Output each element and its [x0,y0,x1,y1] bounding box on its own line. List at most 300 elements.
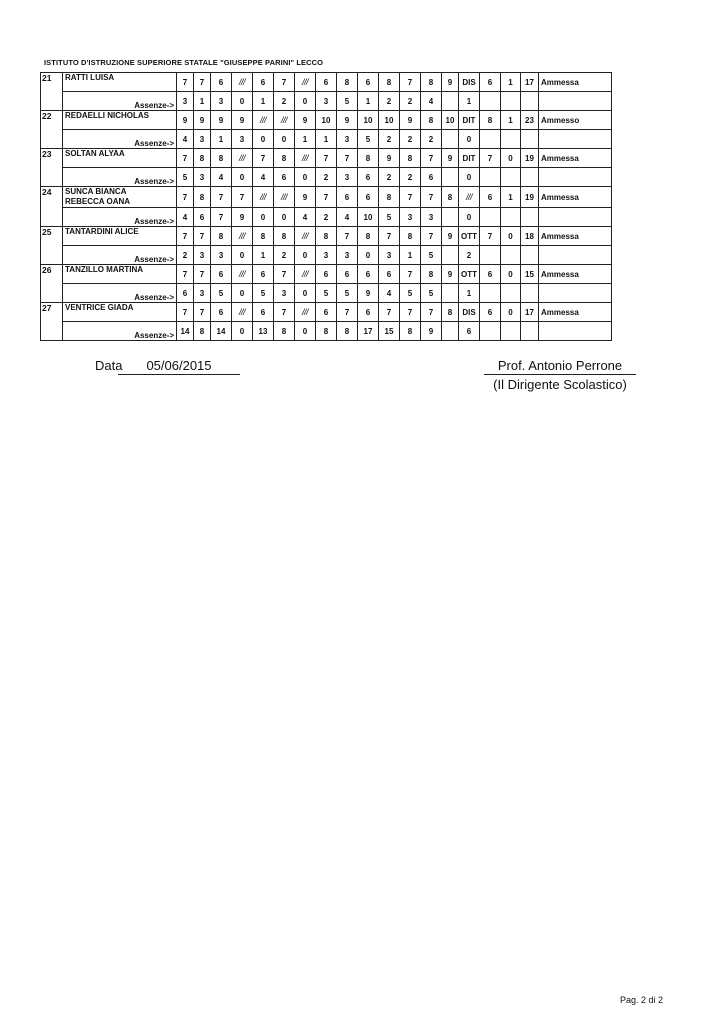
absence-cell: 0 [232,284,253,303]
grade-cell: /// [295,149,316,168]
outcome-cell: Ammesso [539,111,612,130]
absence-cell: 3 [194,284,211,303]
student-grades-row [41,149,612,168]
absence-cell: 2 [274,246,295,265]
absence-cell: 3 [421,208,442,227]
absence-cell: 4 [177,130,194,149]
grade-cell: 19 [521,149,539,168]
student-number: 22 [41,111,63,149]
grade-cell: 7 [177,187,194,208]
absence-cell: 3 [194,130,211,149]
student-absences-row [41,168,612,187]
absence-cell: 3 [274,284,295,303]
grade-cell: 8 [337,73,358,92]
grade-cell: 6 [480,303,501,322]
grade-cell: DIS [459,303,480,322]
grade-cell: 1 [501,187,521,208]
student-name-line2: REBECCA OANA [65,197,131,206]
student-absences-row [41,246,612,265]
student-absences-row [41,284,612,303]
student-grades-row [41,303,612,322]
grade-cell: 6 [480,187,501,208]
absence-cell [501,92,521,111]
absence-cell: 5 [358,130,379,149]
grade-cell: 6 [253,73,274,92]
outcome-cell: Ammessa [539,149,612,168]
grade-cell: 7 [194,303,211,322]
absence-cell [442,92,459,111]
absence-cell [501,246,521,265]
absence-cell: 5 [337,92,358,111]
absence-cell [521,130,539,149]
principal-name: Prof. Antonio Perrone [484,358,636,375]
absence-cell [480,168,501,187]
student-number: 24 [41,187,63,227]
grade-cell: 7 [400,303,421,322]
grade-cell: 8 [211,227,232,246]
absence-cell [501,130,521,149]
absence-cell: 3 [337,130,358,149]
absence-cell: 0 [295,322,316,341]
grade-cell: /// [232,303,253,322]
absence-cell: 5 [316,284,337,303]
document-header: ISTITUTO D'ISTRUZIONE SUPERIORE STATALE "GIUSEPPE PARINI" LECCO [44,58,324,67]
grade-cell: 9 [295,187,316,208]
absence-cell: 5 [379,208,400,227]
absence-cell: 2 [379,92,400,111]
absence-cell: 8 [316,322,337,341]
absence-cell [501,208,521,227]
absence-cell: 8 [400,322,421,341]
absence-cell: 1 [295,130,316,149]
grade-cell: 6 [253,265,274,284]
grade-cell: 7 [211,187,232,208]
grade-cell: 0 [501,227,521,246]
student-number: 27 [41,303,63,341]
grade-cell: 9 [400,111,421,130]
absence-cell: 3 [194,246,211,265]
grade-cell: 7 [194,265,211,284]
absence-cell: 1 [194,92,211,111]
absence-cell: 0 [459,130,480,149]
absence-cell: 5 [400,284,421,303]
absence-cell: 3 [194,168,211,187]
absence-cell: 4 [337,208,358,227]
grade-cell: 7 [177,265,194,284]
student-name [63,187,177,208]
grade-cell: 8 [442,187,459,208]
absence-cell: 8 [194,322,211,341]
absence-cell: 0 [232,322,253,341]
absence-cell: 4 [379,284,400,303]
outcome-cell: Ammessa [539,73,612,92]
grade-cell: 7 [316,187,337,208]
grade-cell: 7 [337,149,358,168]
grade-cell: 7 [421,303,442,322]
student-name: SOLTAN ALYAA [63,149,177,168]
grade-cell: /// [459,187,480,208]
absence-cell: 0 [253,130,274,149]
table-body [41,73,612,341]
absence-cell: 1 [358,92,379,111]
grade-cell: OTT [459,265,480,284]
student-absences-row [41,92,612,111]
absence-cell: 2 [316,208,337,227]
absence-cell [442,322,459,341]
absence-cell: 5 [337,284,358,303]
grade-cell: 18 [521,227,539,246]
absence-cell: 9 [421,322,442,341]
grade-cell: 7 [480,227,501,246]
grade-cell: 7 [337,227,358,246]
grade-cell: 17 [521,303,539,322]
grade-cell: /// [295,227,316,246]
grade-cell: 10 [358,111,379,130]
grade-cell: 8 [274,149,295,168]
grade-cell: /// [232,73,253,92]
absence-cell: 1 [316,130,337,149]
absence-cell: 5 [421,246,442,265]
absence-cell: 2 [400,92,421,111]
grade-cell: 6 [379,265,400,284]
absence-cell: 4 [253,168,274,187]
grade-cell: 7 [400,187,421,208]
absences-label: Assenze-> [63,284,177,303]
grade-cell: 6 [211,265,232,284]
absence-cell: 0 [459,208,480,227]
grade-cell: 9 [177,111,194,130]
grade-cell: 7 [177,303,194,322]
absence-cell: 3 [337,246,358,265]
absence-cell: 3 [379,246,400,265]
student-absences-row [41,130,612,149]
student-absences-row [41,322,612,341]
grade-cell: 19 [521,187,539,208]
absence-cell: 0 [232,92,253,111]
grade-cell: 15 [521,265,539,284]
grade-cell: 7 [177,149,194,168]
absence-cell: 0 [295,246,316,265]
absence-cell [480,92,501,111]
absence-cell: 6 [358,168,379,187]
absence-cell: 1 [253,92,274,111]
student-name: VENTRICE GIADA [63,303,177,322]
absence-cell: 2 [379,130,400,149]
absence-cell: 6 [274,168,295,187]
absence-cell: 6 [459,322,480,341]
student-grades-row [41,111,612,130]
grade-cell: 10 [442,111,459,130]
student-name: RATTI LUISA [63,73,177,92]
grade-cell: 9 [442,149,459,168]
grade-cell: 0 [501,149,521,168]
grade-cell: /// [253,111,274,130]
absence-cell: 0 [274,208,295,227]
outcome-cell: Ammessa [539,187,612,208]
grade-cell: 8 [421,73,442,92]
grade-cell: 8 [379,187,400,208]
grades-table [40,72,612,341]
grade-cell: 9 [232,111,253,130]
absence-cell: 5 [421,284,442,303]
absence-cell: 9 [358,284,379,303]
grade-cell: 7 [400,265,421,284]
absence-cell: 2 [459,246,480,265]
grade-cell: /// [253,187,274,208]
absence-cell: 4 [177,208,194,227]
grade-cell: DIS [459,73,480,92]
absence-cell: 8 [274,322,295,341]
absence-cell: 4 [421,92,442,111]
absence-cell [442,168,459,187]
absence-cell: 3 [211,246,232,265]
grade-cell: 7 [194,227,211,246]
grade-cell: 6 [253,303,274,322]
absence-cell: 3 [316,92,337,111]
absence-cell: 5 [177,168,194,187]
student-number: 26 [41,265,63,303]
absence-cell [442,246,459,265]
absence-cell: 3 [232,130,253,149]
grade-cell: DIT [459,111,480,130]
absence-cell: 6 [421,168,442,187]
absence-cell: 5 [211,284,232,303]
grade-cell: 8 [316,227,337,246]
grade-cell: 8 [358,149,379,168]
principal-role: (Il Dirigente Scolastico) [493,377,627,392]
absence-cell: 2 [400,168,421,187]
absence-cell: 6 [194,208,211,227]
student-name: TANZILLO MARTINA [63,265,177,284]
grade-cell: 7 [421,187,442,208]
absence-cell [480,208,501,227]
absence-cell: 17 [358,322,379,341]
absence-cell: 2 [379,168,400,187]
absence-cell: 2 [274,92,295,111]
absence-cell: 2 [177,246,194,265]
grade-cell: 8 [194,149,211,168]
outcome-empty-cell [539,322,612,341]
absence-cell: 0 [232,246,253,265]
absence-cell: 5 [253,284,274,303]
student-grades-row [41,73,612,92]
absence-cell: 3 [337,168,358,187]
outcome-empty-cell [539,208,612,227]
grade-cell: /// [274,187,295,208]
grade-cell: 8 [379,73,400,92]
grade-cell: 8 [253,227,274,246]
absence-cell: 2 [316,168,337,187]
student-number: 25 [41,227,63,265]
absence-cell: 6 [177,284,194,303]
absence-cell: 7 [211,208,232,227]
grade-cell: 9 [211,111,232,130]
grade-cell: 7 [400,73,421,92]
absences-label: Assenze-> [63,208,177,227]
grade-cell: 6 [358,187,379,208]
student-grades-row [41,265,612,284]
date-value: 05/06/2015 [118,358,240,375]
absence-cell [521,246,539,265]
absence-cell: 4 [295,208,316,227]
grade-cell: 7 [274,73,295,92]
absence-cell: 0 [232,168,253,187]
student-name: REDAELLI NICHOLAS [63,111,177,130]
grade-cell: 9 [442,265,459,284]
grade-cell: 7 [232,187,253,208]
absence-cell [501,168,521,187]
outcome-empty-cell [539,246,612,265]
grade-cell: 6 [337,187,358,208]
outcome-empty-cell [539,130,612,149]
grade-cell: 9 [295,111,316,130]
page-number: Pag. 2 di 2 [620,995,664,1005]
grade-cell: OTT [459,227,480,246]
grade-cell: 6 [316,265,337,284]
student-number: 21 [41,73,63,111]
grade-cell: 7 [177,73,194,92]
absence-cell [442,130,459,149]
grade-cell: 10 [379,111,400,130]
grade-cell: /// [295,73,316,92]
grade-cell: 8 [400,227,421,246]
absence-cell: 1 [459,92,480,111]
grade-cell: 8 [442,303,459,322]
grade-cell: 6 [358,73,379,92]
student-grades-row [41,227,612,246]
grade-cell: 8 [421,265,442,284]
grade-cell: 6 [211,73,232,92]
absence-cell: 0 [274,130,295,149]
absence-cell [521,168,539,187]
grade-cell: 0 [501,303,521,322]
absence-cell [521,322,539,341]
absence-cell [521,208,539,227]
grade-cell: 8 [194,187,211,208]
absences-label: Assenze-> [63,322,177,341]
grade-cell: /// [295,303,316,322]
absence-cell [480,246,501,265]
absence-cell: 1 [400,246,421,265]
absence-cell: 0 [253,208,274,227]
grade-cell: 7 [177,227,194,246]
absence-cell: 13 [253,322,274,341]
grade-cell: 6 [316,73,337,92]
grade-cell: /// [295,265,316,284]
absence-cell: 0 [358,246,379,265]
outcome-empty-cell [539,284,612,303]
student-name: TANTARDINI ALICE [63,227,177,246]
absence-cell [480,130,501,149]
grade-cell: 8 [274,227,295,246]
grade-cell: 10 [316,111,337,130]
absence-cell [501,284,521,303]
absence-cell [521,92,539,111]
absence-cell: 8 [337,322,358,341]
grade-cell: 7 [421,227,442,246]
grade-cell: 7 [421,149,442,168]
grade-cell: 7 [379,303,400,322]
absence-cell: 15 [379,322,400,341]
absence-cell: 3 [211,92,232,111]
grade-cell: 6 [480,265,501,284]
absence-cell: 2 [421,130,442,149]
absence-cell [480,284,501,303]
absence-cell: 0 [295,284,316,303]
grade-cell: 6 [316,303,337,322]
grade-cell: /// [274,111,295,130]
outcome-cell: Ammessa [539,227,612,246]
absences-label: Assenze-> [63,130,177,149]
absence-cell: 0 [295,168,316,187]
grade-cell: 7 [274,265,295,284]
grade-cell: 9 [442,227,459,246]
absence-cell: 3 [177,92,194,111]
outcome-empty-cell [539,168,612,187]
grade-cell: 7 [316,149,337,168]
absences-label: Assenze-> [63,92,177,111]
absence-cell: 3 [400,208,421,227]
grade-cell: 6 [211,303,232,322]
grade-cell: 6 [358,303,379,322]
absence-cell: 4 [211,168,232,187]
grade-cell: 6 [358,265,379,284]
absence-cell: 0 [295,92,316,111]
outcome-cell: Ammessa [539,303,612,322]
grade-cell: 1 [501,73,521,92]
grade-cell: 17 [521,73,539,92]
grade-cell: 8 [400,149,421,168]
absence-cell [521,284,539,303]
absence-cell: 10 [358,208,379,227]
grade-cell: 23 [521,111,539,130]
grade-cell: 6 [480,73,501,92]
student-number: 23 [41,149,63,187]
absence-cell: 1 [211,130,232,149]
grade-cell: 9 [337,111,358,130]
grade-cell: 8 [211,149,232,168]
grade-cell: /// [232,227,253,246]
grade-cell: 7 [337,303,358,322]
grade-cell: 9 [379,149,400,168]
grade-cell: /// [232,265,253,284]
grade-cell: DIT [459,149,480,168]
absences-label: Assenze-> [63,246,177,265]
student-absences-row [41,208,612,227]
absence-cell: 1 [253,246,274,265]
absence-cell: 0 [459,168,480,187]
absence-cell [480,322,501,341]
outcome-empty-cell [539,92,612,111]
grade-cell: 8 [480,111,501,130]
grade-cell: 9 [442,73,459,92]
grade-cell: 7 [253,149,274,168]
grade-cell: 7 [274,303,295,322]
grade-cell: 7 [379,227,400,246]
outcome-cell: Ammessa [539,265,612,284]
absences-label: Assenze-> [63,168,177,187]
grade-cell: 7 [194,73,211,92]
absence-cell [501,322,521,341]
absence-cell: 2 [400,130,421,149]
grade-cell: 8 [358,227,379,246]
absence-cell: 14 [211,322,232,341]
grade-cell: 7 [480,149,501,168]
absence-cell: 14 [177,322,194,341]
student-grades-row [41,187,612,208]
grade-cell: 6 [337,265,358,284]
grade-cell: /// [232,149,253,168]
